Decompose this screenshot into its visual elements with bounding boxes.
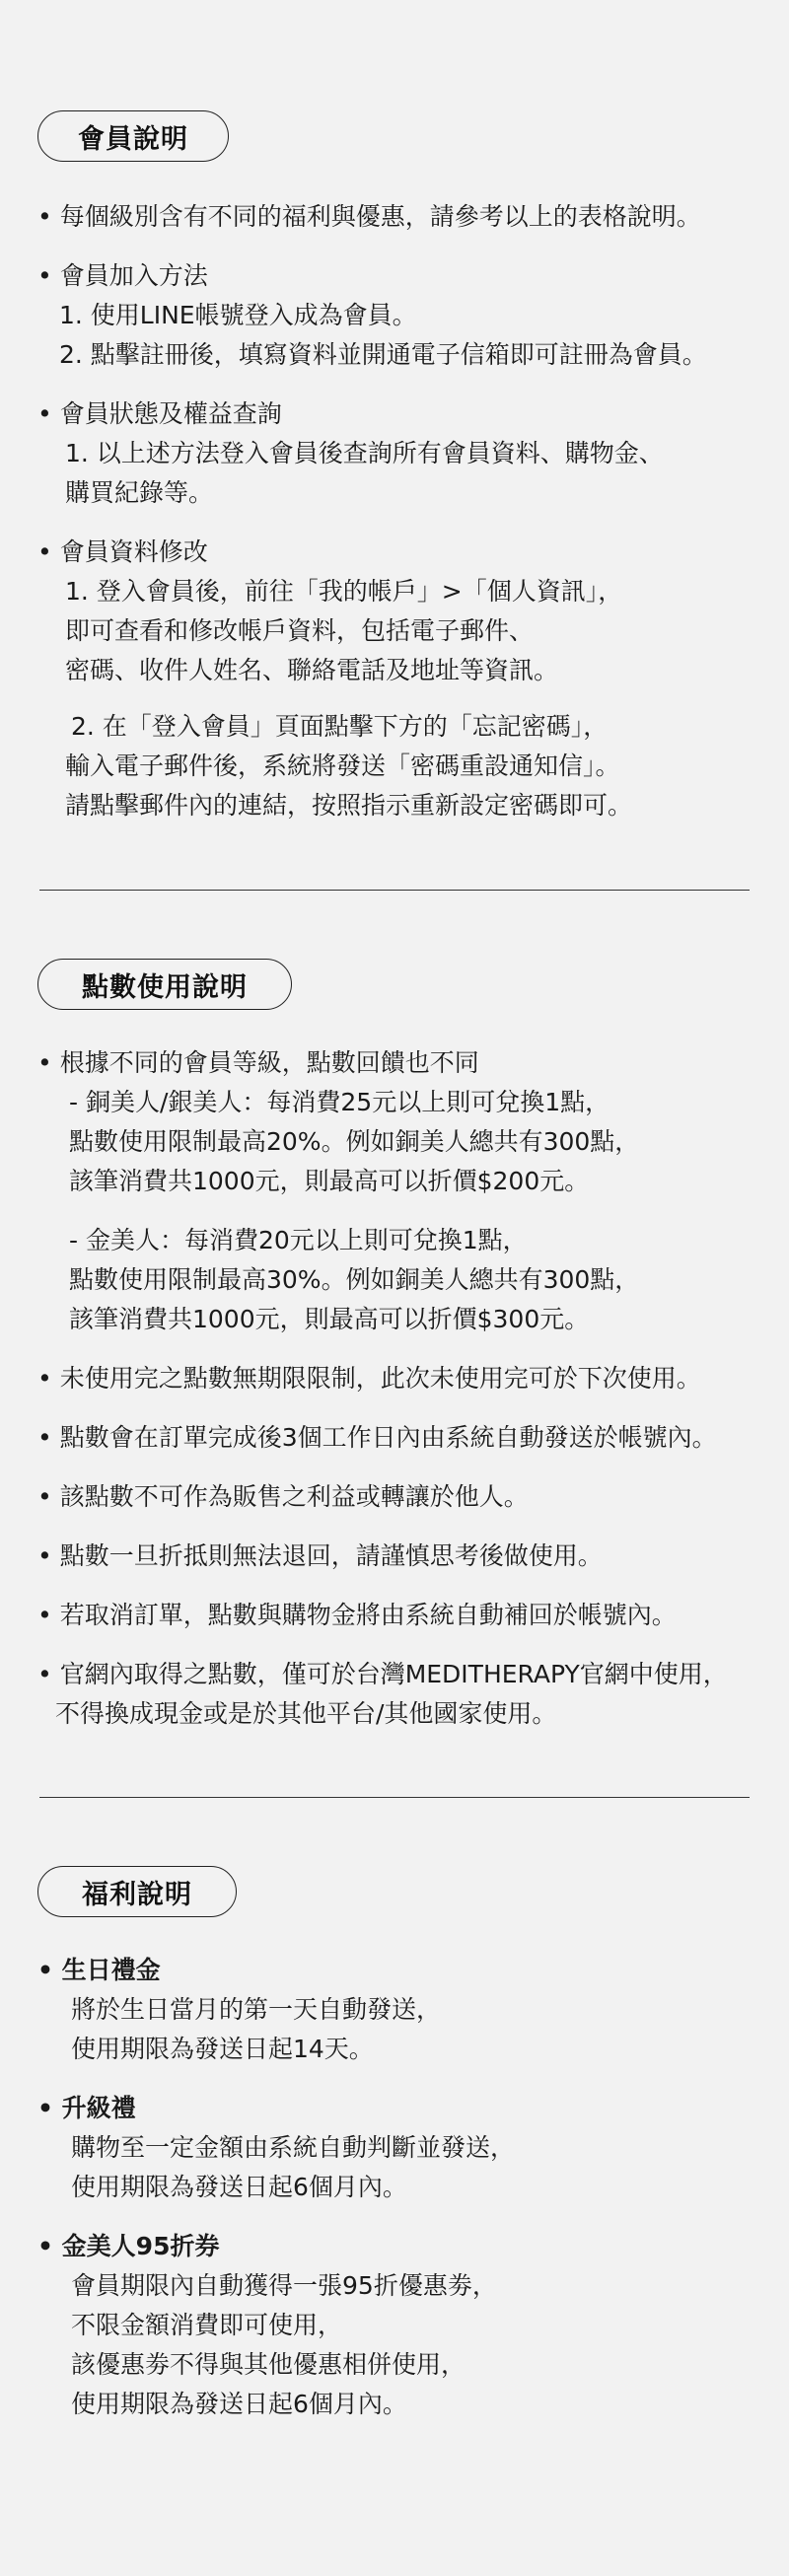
points-section-title-text: 點數使用說明 bbox=[82, 971, 248, 1003]
points-line: 點數使用限制最高30%。例如銅美人總共有300點， bbox=[69, 1265, 640, 1294]
member-line: 1. 使用LINE帳號登入成為會員。 bbox=[59, 301, 417, 329]
points-line: • 該點數不可作為販售之利益或轉讓於他人。 bbox=[37, 1482, 529, 1511]
points-line: • 點數一旦折抵則無法退回，請謹慎思考後做使用。 bbox=[37, 1541, 603, 1570]
member-line: 密碼、收件人姓名、聯絡電話及地址等資訊。 bbox=[65, 656, 559, 684]
points-line: 該筆消費共1000元，則最高可以折價$300元。 bbox=[69, 1305, 590, 1333]
member-line: 1. 以上述方法登入會員後查詢所有會員資料、購物金、 bbox=[65, 439, 664, 467]
section-divider bbox=[39, 1797, 750, 1798]
points-line: • 若取消訂單，點數與購物金將由系統自動補回於帳號內。 bbox=[37, 1601, 677, 1629]
benefit-heading: • 金美人95折券 bbox=[37, 2232, 220, 2260]
member-line: • 會員狀態及權益查詢 bbox=[37, 399, 282, 428]
benefit-line: 使用期限為發送日起6個月內。 bbox=[71, 2390, 407, 2418]
points-line: 不得換成現金或是於其他平台/其他國家使用。 bbox=[55, 1699, 557, 1728]
member-section-title-text: 會員說明 bbox=[78, 123, 188, 155]
member-line: • 會員資料修改 bbox=[37, 537, 208, 566]
benefit-heading: • 升級禮 bbox=[37, 2094, 136, 2122]
benefit-line: 使用期限為發送日起14天。 bbox=[71, 2035, 374, 2063]
points-line: • 根據不同的會員等級，點數回饋也不同 bbox=[37, 1048, 479, 1077]
member-line: • 會員加入方法 bbox=[37, 261, 208, 290]
member-line: 即可查看和修改帳戶資料，包括電子郵件、 bbox=[65, 616, 535, 645]
benefit-line: 使用期限為發送日起6個月內。 bbox=[71, 2173, 407, 2201]
member-line: 請點擊郵件內的連結，按照指示重新設定密碼即可。 bbox=[65, 791, 633, 820]
benefits-section-title bbox=[37, 1866, 237, 1917]
benefit-line: 將於生日當月的第一天自動發送， bbox=[71, 1995, 442, 2024]
benefit-line: 不限金額消費即可使用， bbox=[71, 2311, 343, 2339]
member-line: 購買紀錄等。 bbox=[65, 478, 214, 507]
benefit-line: 會員期限內自動獲得一張95折優惠劵， bbox=[71, 2271, 497, 2300]
points-line: 點數使用限制最高20%。例如銅美人總共有300點， bbox=[69, 1127, 640, 1156]
benefit-line: 該優惠劵不得與其他優惠相併使用， bbox=[71, 2350, 466, 2379]
benefits-section-title-text: 福利說明 bbox=[82, 1879, 192, 1910]
benefit-line: 購物至一定金額由系統自動判斷並發送， bbox=[71, 2133, 516, 2162]
section-divider bbox=[39, 890, 750, 891]
points-line: 該筆消費共1000元，則最高可以折價$200元。 bbox=[69, 1167, 590, 1195]
points-line: - 銅美人/銀美人：每消費25元以上則可兌換1點， bbox=[69, 1088, 610, 1116]
member-line: • 每個級別含有不同的福利與優惠，請參考以上的表格說明。 bbox=[37, 202, 701, 231]
points-line: - 金美人：每消費20元以上則可兌換1點， bbox=[69, 1226, 528, 1254]
member-line: 輸入電子郵件後，系統將發送「密碼重設通知信」。 bbox=[65, 751, 620, 780]
member-line: 1. 登入會員後，前往「我的帳戶」>「個人資訊」， bbox=[65, 577, 623, 606]
points-line: • 點數會在訂單完成後3個工作日內由系統自動發送於帳號內。 bbox=[37, 1423, 717, 1452]
points-line: • 未使用完之點數無期限限制，此次未使用完可於下次使用。 bbox=[37, 1364, 701, 1393]
member-section-title bbox=[37, 110, 229, 162]
points-section-title bbox=[37, 959, 292, 1010]
member-line: 2. 在「登入會員」頁面點擊下方的「忘記密碼」， bbox=[71, 712, 609, 741]
points-line: • 官網內取得之點數，僅可於台灣MEDITHERAPY官網中使用， bbox=[37, 1660, 728, 1688]
member-line: 2. 點擊註冊後，填寫資料並開通電子信箱即可註冊為會員。 bbox=[59, 340, 707, 369]
benefit-heading: • 生日禮金 bbox=[37, 1956, 161, 1984]
